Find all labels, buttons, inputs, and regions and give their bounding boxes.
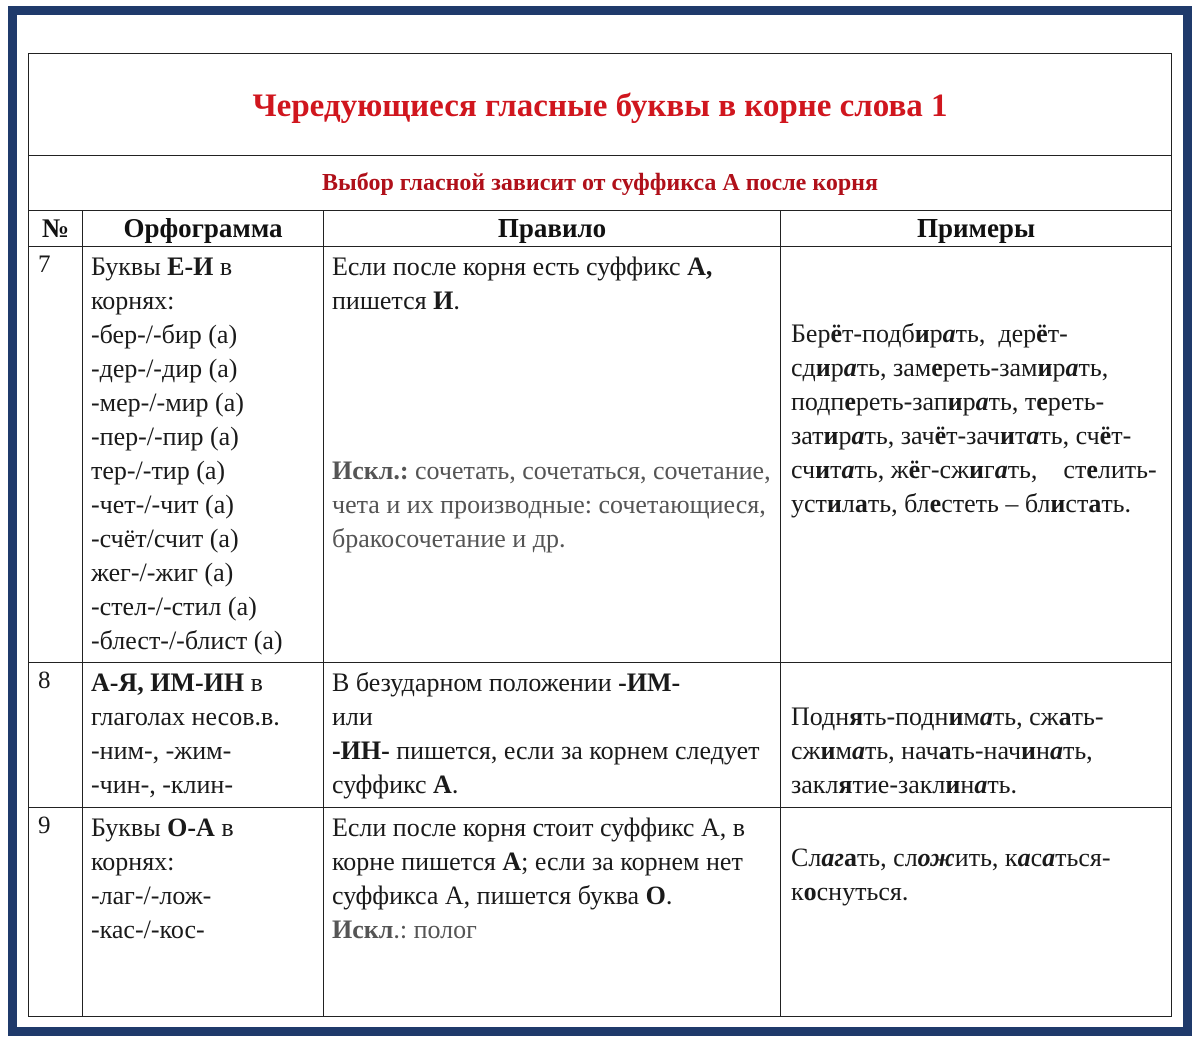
title-cell [29,54,1172,156]
header-num: № [29,211,83,247]
spelling-cell: А-Я, ИМ-ИН в глаголах несов.в. -ним-, -жим- -чин-, -клин- [83,663,324,808]
row-number: 7 [29,247,83,663]
rules-table [28,53,1172,1017]
rule-cell: В безударном положении -ИМ- или -ИН- пишется, если за корнем следует суффикс А. [324,663,781,808]
table-row [29,247,1172,663]
table-header-row [29,211,1172,247]
row-number: 9 [29,808,83,1017]
spelling-cell: Буквы О-А в корнях: -лаг-/-лож- -кас-/-кос- [83,808,324,1017]
table-row [29,663,1172,808]
table-row [29,808,1172,1017]
spelling-cell: Буквы Е-И в корнях: -бер-/-бир (а) -дер-/-дир (а) -мер-/-мир (а) -пер-/-пир (а) тер-/-тир (а) -чет-/-чит (а) -счёт/счит (а) жег-/-жиг (а) -стел-/-стил (а) -блест-/-блист (а) [83,247,324,663]
exception-note: Искл.: полог [332,915,477,944]
page-subtitle: Выбор гласной зависит от суффикса А после корня [322,169,878,196]
rule-cell: Если после корня есть суффикс А, пишется И. Искл.: сочетать, сочетаться, сочетание, чета и их производные: сочетающиеся, бракосочетание и др. [324,247,781,663]
page-title: Чередующиеся гласные буквы в корне слова 1 [252,88,948,124]
examples-cell: Слагать, сложить, касаться-коснуться. [781,808,1172,1017]
rule-cell: Если после корня стоит суффикс А, в корне пишется А; если за корнем нет суффикса А, пишется буква О. Искл.: полог [324,808,781,1017]
examples-cell: Берёт-подбирать, дерёт-сдирать, замереть-замирать, подпереть-запирать, тереть-затирать, зачёт-зачитать, счёт-считать, жёг-сжигать, стелить-устилать, блестеть – блистать. [781,247,1172,663]
row-number: 8 [29,663,83,808]
header-spelling: Орфограмма [83,211,324,247]
header-rule: Правило [324,211,781,247]
exception-note: Искл.: сочетать, сочетаться, сочетание, чета и их производные: сочетающиеся, бракосочетание и др. [332,456,771,553]
examples-cell: Поднять-поднимать, сжать-сжимать, начать-начинать, заклятие-заклинать. [781,663,1172,808]
header-examples: Примеры [781,211,1172,247]
subtitle-cell [29,156,1172,211]
